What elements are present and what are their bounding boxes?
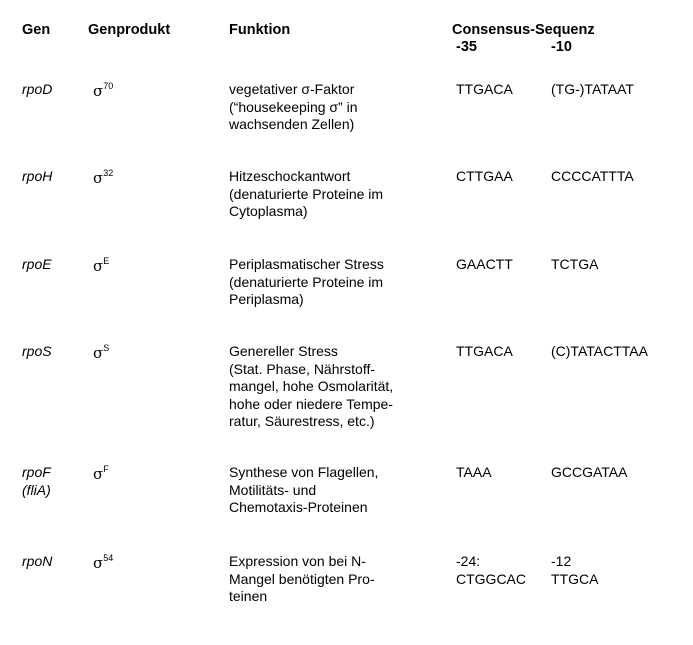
sigma-superscript: E (103, 256, 110, 266)
function-line: (“housekeeping σ” in (229, 98, 358, 115)
sequence-minus10 (551, 553, 598, 588)
sequence-minus10 (551, 256, 598, 274)
gene-product (93, 461, 109, 484)
function-line: Motilitäts- und (229, 481, 317, 498)
function-line: hohe oder niedere Tempe- (229, 395, 393, 412)
gene-product (93, 340, 109, 363)
sequence-minus35 (456, 81, 513, 99)
sequence-line: TAAA (456, 464, 492, 480)
gene-name-line: rpoS (22, 343, 52, 359)
function-line: Hitzeschockantwort (229, 168, 351, 184)
function-line: Expression von bei N- (229, 553, 366, 569)
gene-name (22, 464, 51, 499)
gene-name (22, 81, 52, 99)
sigma-superscript: 54 (103, 553, 114, 563)
sequence-line: -24: (456, 553, 481, 569)
gene-name (22, 256, 52, 274)
sequence-minus10 (551, 81, 634, 99)
sequence-line: TCTGA (551, 256, 599, 272)
sequence-minus35 (456, 343, 513, 361)
gene-name-line: rpoN (22, 553, 53, 569)
sigma-symbol: σ (93, 465, 104, 483)
function-line: Periplasmatischer Stress (229, 256, 384, 272)
sigma-symbol: σ (93, 554, 104, 572)
function-line: wachsenden Zellen) (229, 116, 355, 132)
sequence-line: GCCGATAA (551, 464, 628, 480)
function-line: (denaturierte Proteine im (229, 273, 384, 290)
gene-name-line: (fliA) (22, 481, 51, 498)
function-text (229, 168, 383, 221)
sequence-line: TTGACA (456, 81, 513, 97)
sequence-minus35 (456, 553, 526, 588)
sequence-minus35 (456, 464, 492, 482)
function-text (229, 256, 384, 309)
function-line: Cytoplasma) (229, 203, 308, 219)
sigma-symbol: σ (93, 169, 104, 187)
header-genprodukt: Genprodukt (88, 22, 171, 38)
gene-product (93, 78, 113, 101)
function-line: teinen (229, 588, 268, 604)
sequence-line: CTGGCAC (456, 570, 526, 587)
header-minus10: -10 (551, 39, 572, 55)
function-line: Genereller Stress (229, 343, 338, 359)
gene-name (22, 553, 52, 571)
sequence-line: (C)TATACTTAA (551, 343, 648, 359)
header-gen: Gen (22, 22, 51, 38)
sequence-line: TTGACA (456, 343, 513, 359)
function-line: (denaturierte Proteine im (229, 185, 384, 202)
sequence-line: -12 (551, 553, 572, 569)
gene-name-line: rpoE (22, 256, 52, 272)
function-line: Synthese von Flagellen, (229, 464, 379, 480)
gene-product (93, 165, 113, 188)
sequence-line: GAACTT (456, 256, 513, 272)
sequence-minus35 (456, 256, 513, 274)
sequence-line: (TG-)TATAAT (551, 81, 634, 97)
function-text (229, 553, 375, 606)
gene-name-line: rpoF (22, 464, 51, 480)
gene-name-line: rpoH (22, 168, 53, 184)
gene-product (93, 550, 113, 573)
sigma-symbol: σ (93, 344, 104, 362)
sigma-superscript: 70 (103, 81, 114, 91)
header-minus35: -35 (456, 39, 477, 55)
function-line: mangel, hohe Osmolarität, (229, 378, 394, 394)
function-text (229, 81, 358, 134)
function-line: Mangel benötigten Pro- (229, 570, 375, 587)
function-line: Chemotaxis-Proteinen (229, 499, 368, 515)
sequence-line: CTTGAA (456, 168, 513, 184)
header-funktion: Funktion (229, 22, 291, 38)
gene-product (93, 253, 109, 276)
sequence-minus35 (456, 168, 513, 186)
sequence-line: TTGCA (551, 570, 599, 587)
function-line: ratur, Säurestress, etc.) (229, 413, 375, 429)
gene-name-line: rpoD (22, 81, 53, 97)
sequence-minus10 (551, 343, 648, 361)
sigma-symbol: σ (93, 257, 104, 275)
sequence-minus10 (551, 168, 634, 186)
sigma-symbol: σ (93, 82, 104, 100)
gene-name (22, 168, 52, 186)
sigma-superscript: S (103, 343, 110, 353)
function-line: (Stat. Phase, Nährstoff- (229, 360, 376, 377)
function-line: vegetativer σ-Faktor (229, 81, 355, 97)
gene-name (22, 343, 52, 361)
sigma-superscript: F (103, 464, 109, 474)
function-line: Periplasma) (229, 291, 304, 307)
sigma-superscript: 32 (103, 168, 114, 178)
function-text (229, 464, 378, 517)
sequence-minus10 (551, 464, 628, 482)
sequence-line: CCCCATTTA (551, 168, 634, 184)
function-text (229, 343, 393, 431)
header-consensus: Consensus-Sequenz (452, 22, 595, 38)
